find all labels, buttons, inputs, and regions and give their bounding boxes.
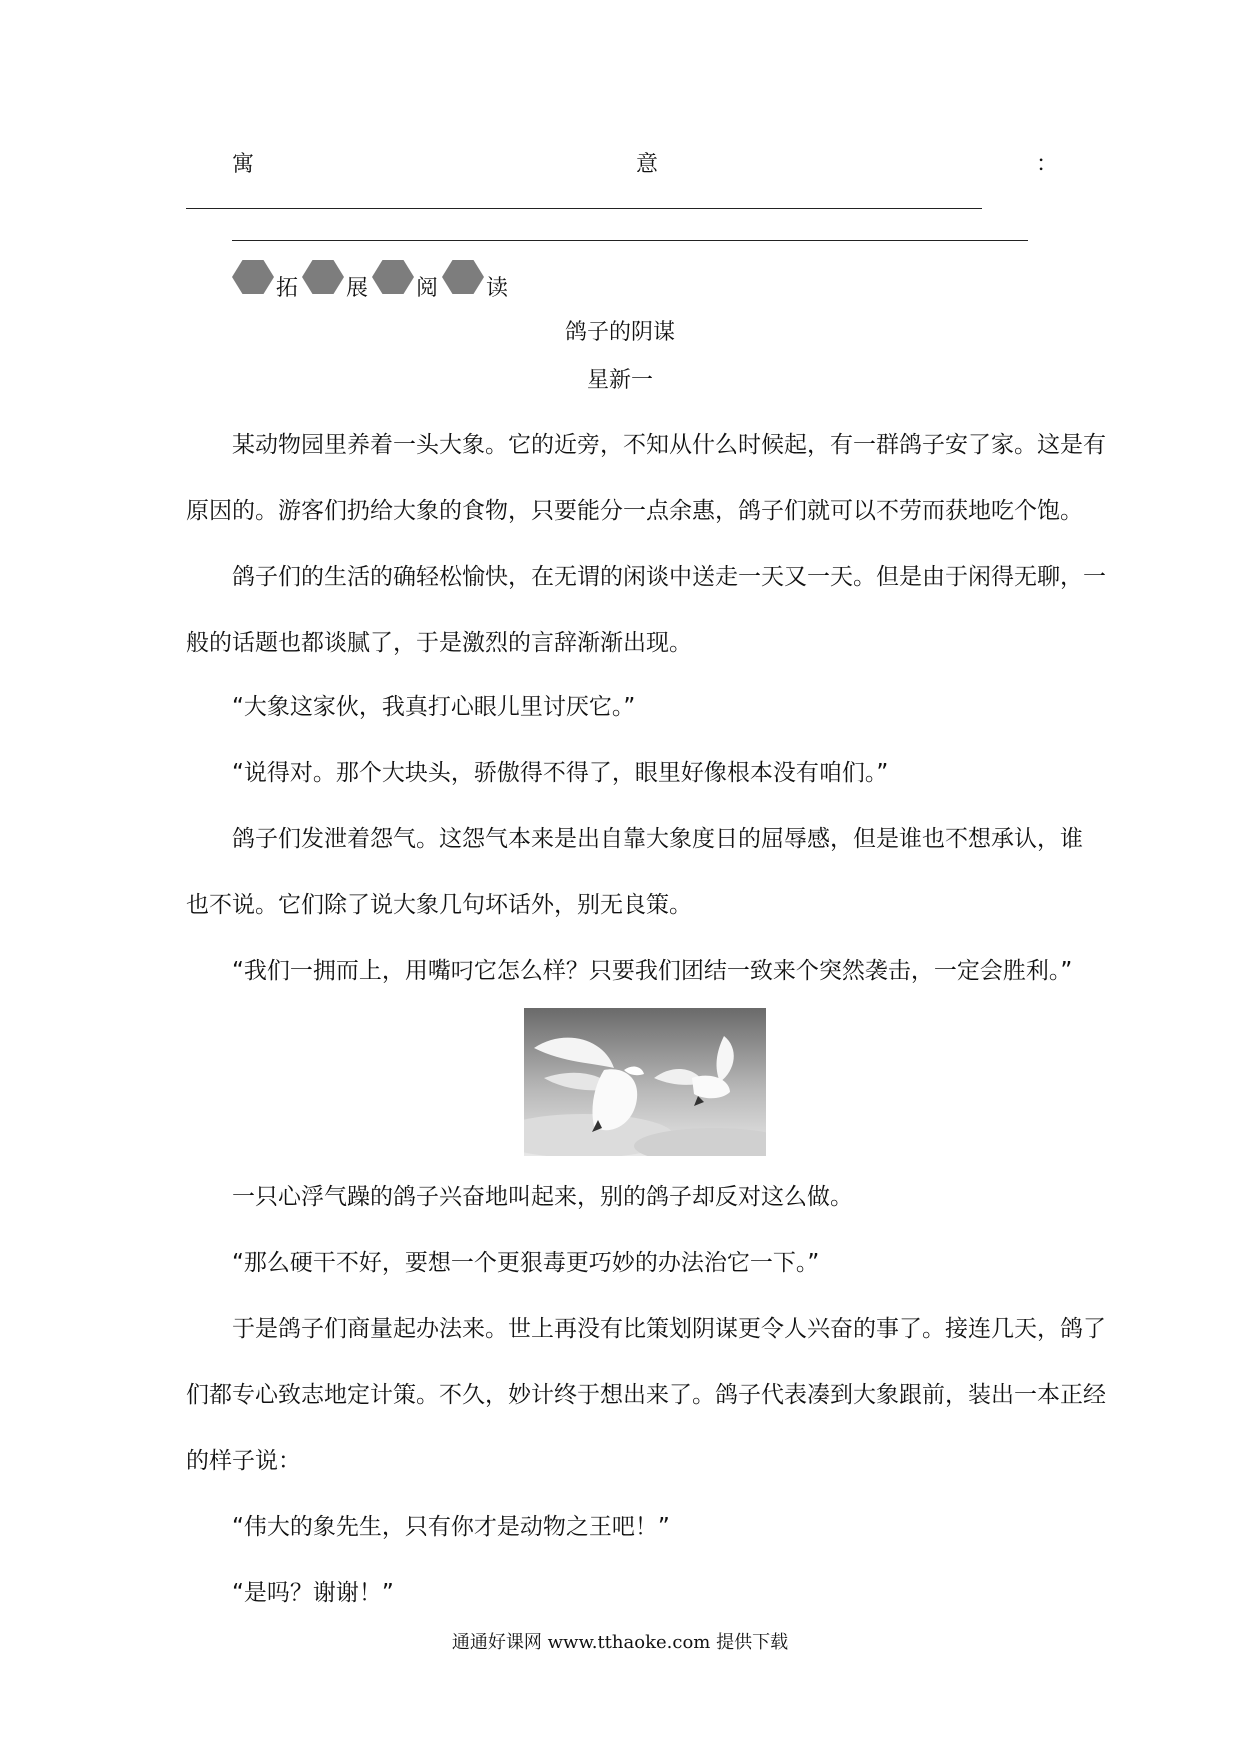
moral-label-char-1: 寓 — [232, 152, 255, 177]
hexagon-icon — [232, 260, 274, 294]
paragraph-line: 原因的。游客们扔给大象的食物，只要能分一点余惠，鸽子们就可以不劳而获地吃个饱。 — [186, 498, 1083, 524]
paragraph-line: 也不说。它们除了说大象几句坏话外，别无良策。 — [186, 892, 692, 918]
story-author: 星新一 — [586, 368, 653, 393]
story-title: 鸽子的阴谋 — [564, 320, 675, 345]
moral-label-char-2: 意 — [636, 152, 659, 177]
answer-line-1 — [186, 208, 982, 209]
paragraph-line: 鸽子们的生活的确轻松愉快，在无谓的闲谈中送走一天又一天。但是由于闲得无聊，一 — [232, 564, 1106, 590]
paragraph-line: “是吗？谢谢！” — [232, 1580, 394, 1606]
hexagon-icon — [442, 260, 484, 294]
paragraph-line: 的样子说： — [186, 1448, 301, 1474]
banner-char: 读 — [486, 276, 509, 301]
hexagon-icon — [302, 260, 344, 294]
paragraph-line: 鸽子们发泄着怨气。这怨气本来是出自靠大象度日的屈辱感，但是谁也不想承认，谁 — [232, 826, 1083, 852]
paragraph-line: 们都专心致志地定计策。不久，妙计终于想出来了。鸽子代表凑到大象跟前，装出一本正经 — [186, 1382, 1106, 1408]
paragraph-line: 般的话题也都谈腻了，于是激烈的言辞渐渐出现。 — [186, 630, 692, 656]
moral-colon: ： — [1036, 152, 1059, 177]
paragraph-line: 一只心浮气躁的鸽子兴奋地叫起来，别的鸽子却反对这么做。 — [232, 1184, 853, 1210]
paragraph-line: 某动物园里养着一头大象。它的近旁，不知从什么时候起，有一群鸽子安了家。这是有 — [232, 432, 1106, 458]
paragraph-line: “那么硬干不好，要想一个更狠毒更巧妙的办法治它一下。” — [232, 1250, 820, 1276]
paragraph-line: 于是鸽子们商量起办法来。世上再没有比策划阴谋更令人兴奋的事了。接连几天，鸽了 — [232, 1316, 1106, 1342]
paragraph-line: “伟大的象先生，只有你才是动物之王吧！” — [232, 1514, 670, 1540]
page-footer: 通通好课网 www.tthaoke.com 提供下载 — [451, 1632, 789, 1653]
paragraph-line: “说得对。那个大块头，骄傲得不得了，眼里好像根本没有咱们。” — [232, 760, 889, 786]
hexagon-icon — [372, 260, 414, 294]
paragraph-line: “我们一拥而上，用嘴叼它怎么样？只要我们团结一致来个突然袭击，一定会胜利。” — [232, 958, 1073, 984]
doves-photo — [524, 1008, 766, 1156]
banner-char: 展 — [346, 276, 369, 301]
banner-char: 拓 — [276, 276, 299, 301]
extended-reading-banner — [232, 260, 532, 306]
banner-char: 阅 — [416, 276, 439, 301]
answer-line-2 — [232, 240, 1028, 241]
paragraph-line: “大象这家伙，我真打心眼儿里讨厌它。” — [232, 694, 636, 720]
